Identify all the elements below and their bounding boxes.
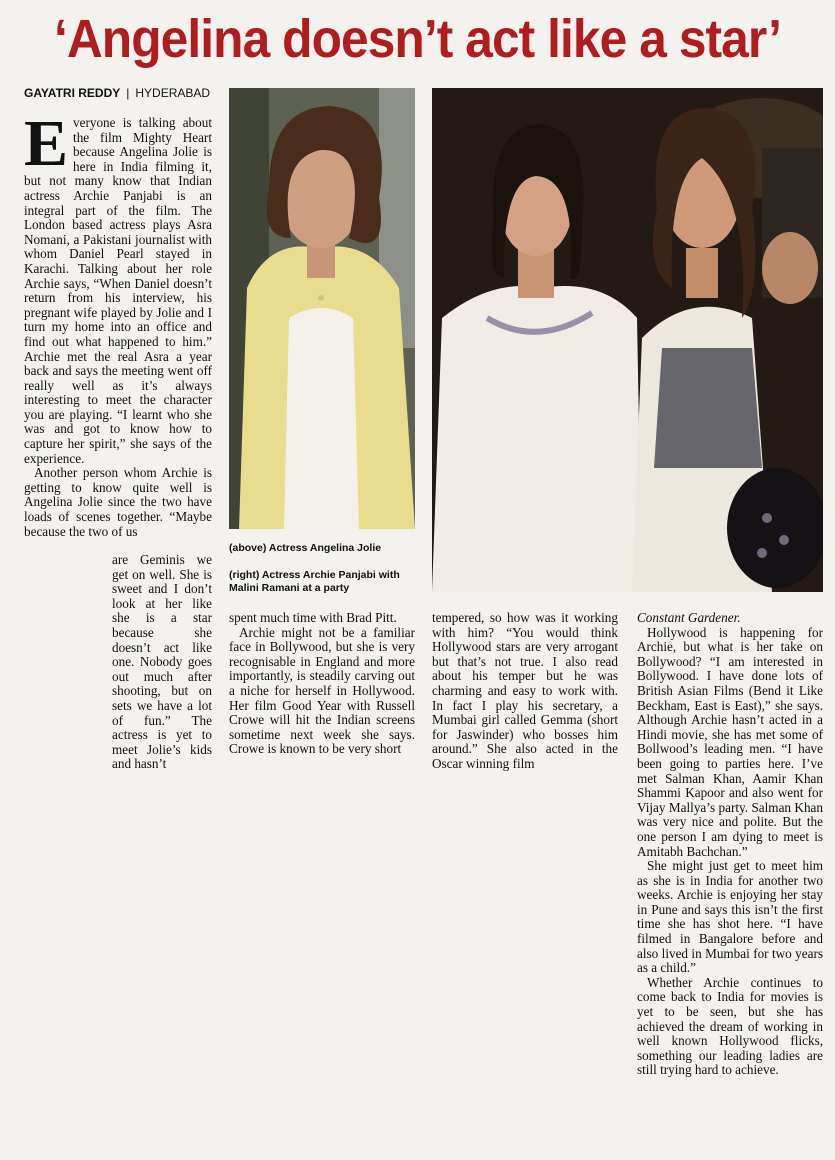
article-paragraph: She might just get to meet him as she is in India for another two weeks. Archie is enjoying her stay in Pune and says this isn’t the first time she has shot here. “I have filmed in Bangalore before and also lived in Mumbai for two years as a child.” xyxy=(637,858,823,976)
article-paragraph: are Geminis we get on well. She is sweet and I don’t look at her like she is a star because she doesn’t act like one. Nobody goes out much after shooting, but on sets we have a lot of fun.” The actress is yet to meet Jolie’s kids and hasn’t xyxy=(112,552,212,772)
photo-angelina-jolie xyxy=(229,88,415,529)
article-column-1 xyxy=(24,107,212,539)
byline-location: HYDERABAD xyxy=(135,86,211,100)
article-paragraph: spent much time with Brad Pitt. xyxy=(229,610,397,625)
article-paragraph: tempered, so how was it working with him? “You would think Hollywood stars are very arrogant but that’s not true. I also read about his temper but he was charming and easy to work with. In fact I play his secretary, a Mumbai girl called Gemma (short for Jaswinder) who bosses him around.” She also acted in the Oscar winning film xyxy=(432,610,618,771)
article-column-3 xyxy=(432,611,618,772)
byline-separator: | xyxy=(126,86,130,100)
article-column-1-continued xyxy=(112,553,212,772)
caption-jolie: (above) Actress Angelina Jolie xyxy=(229,542,382,554)
byline xyxy=(24,85,210,101)
article-column-4 xyxy=(637,611,823,1078)
photo-archie-panjabi-malini-ramani xyxy=(432,88,823,592)
caption-archie: (right) Actress Archie Panjabi with Malini Ramani at a party xyxy=(229,569,400,594)
article-column-2 xyxy=(229,611,415,757)
article-paragraph: Hollywood is happening for Archie, but what is her take on Bollywood? “I am interested in Bollywood. I have done lots of British Asian Films (Bend it Like Beckham, East is East),” she says. Although Archie hasn’t acted in a Hindi movie, she has met some of Bollwood’s leading men. “I have been going to parties here. I’ve met Salman Khan, Aamir Khan Shammi Kapoor and also went for Vijay Mallya’s party. Salman Khan was very nice and polite. But the one person I am dying to meet is Amitabh Bachchan.” xyxy=(637,624,823,859)
drop-cap: E xyxy=(24,107,69,180)
article-paragraph: Constant Gardener. xyxy=(637,610,741,625)
headline: ‘Angelina doesn’t act like a star’ xyxy=(53,9,782,69)
photo-archie-illustration xyxy=(432,88,823,592)
article-paragraph xyxy=(24,107,212,466)
photo-jolie-illustration xyxy=(229,88,415,529)
article-paragraph: Archie might not be a familiar face in Bollywood, but she is very recognisable in England and more importantly, is steadily carving out a niche for herself in Hollywood. Her film Good Year with Russell Crowe will hit the Indian screens sometime next week she says. Crowe is known to be very short xyxy=(229,624,415,757)
article-paragraph: Another person whom Archie is getting to know quite well is Angelina Jolie since the two have loads of scenes together. “Maybe because the two of us xyxy=(24,465,212,539)
author-name: GAYATRI REDDY xyxy=(24,86,121,100)
paragraph-text: veryone is talking about the film Mighty Heart because Angelina Jolie is here in India filming it, but not many know that Indian actress Archie Panjabi is an integral part of the film. The London based actress plays Asra Nomani, a Pakistani journalist with whom Daniel Pearl stayed in Karachi. Talking about her role Archie says, “When Daniel doesn’t return from his interview, his pregnant wife played by Jolie and I turn my home into an office and find out what happened to him.” Archie met the real Asra a year back and says the meeting went off really well as it’s always interesting to meet the character you are playing. “I learnt who she was and got to know how to capture her spirit,” she says of the experience. xyxy=(24,115,212,466)
article-paragraph: Whether Archie continues to come back to India for movies is yet to be seen, but she has achieved the dream of working in well known Hollywood flicks, something our leading ladies are still trying hard to achieve. xyxy=(637,974,823,1078)
